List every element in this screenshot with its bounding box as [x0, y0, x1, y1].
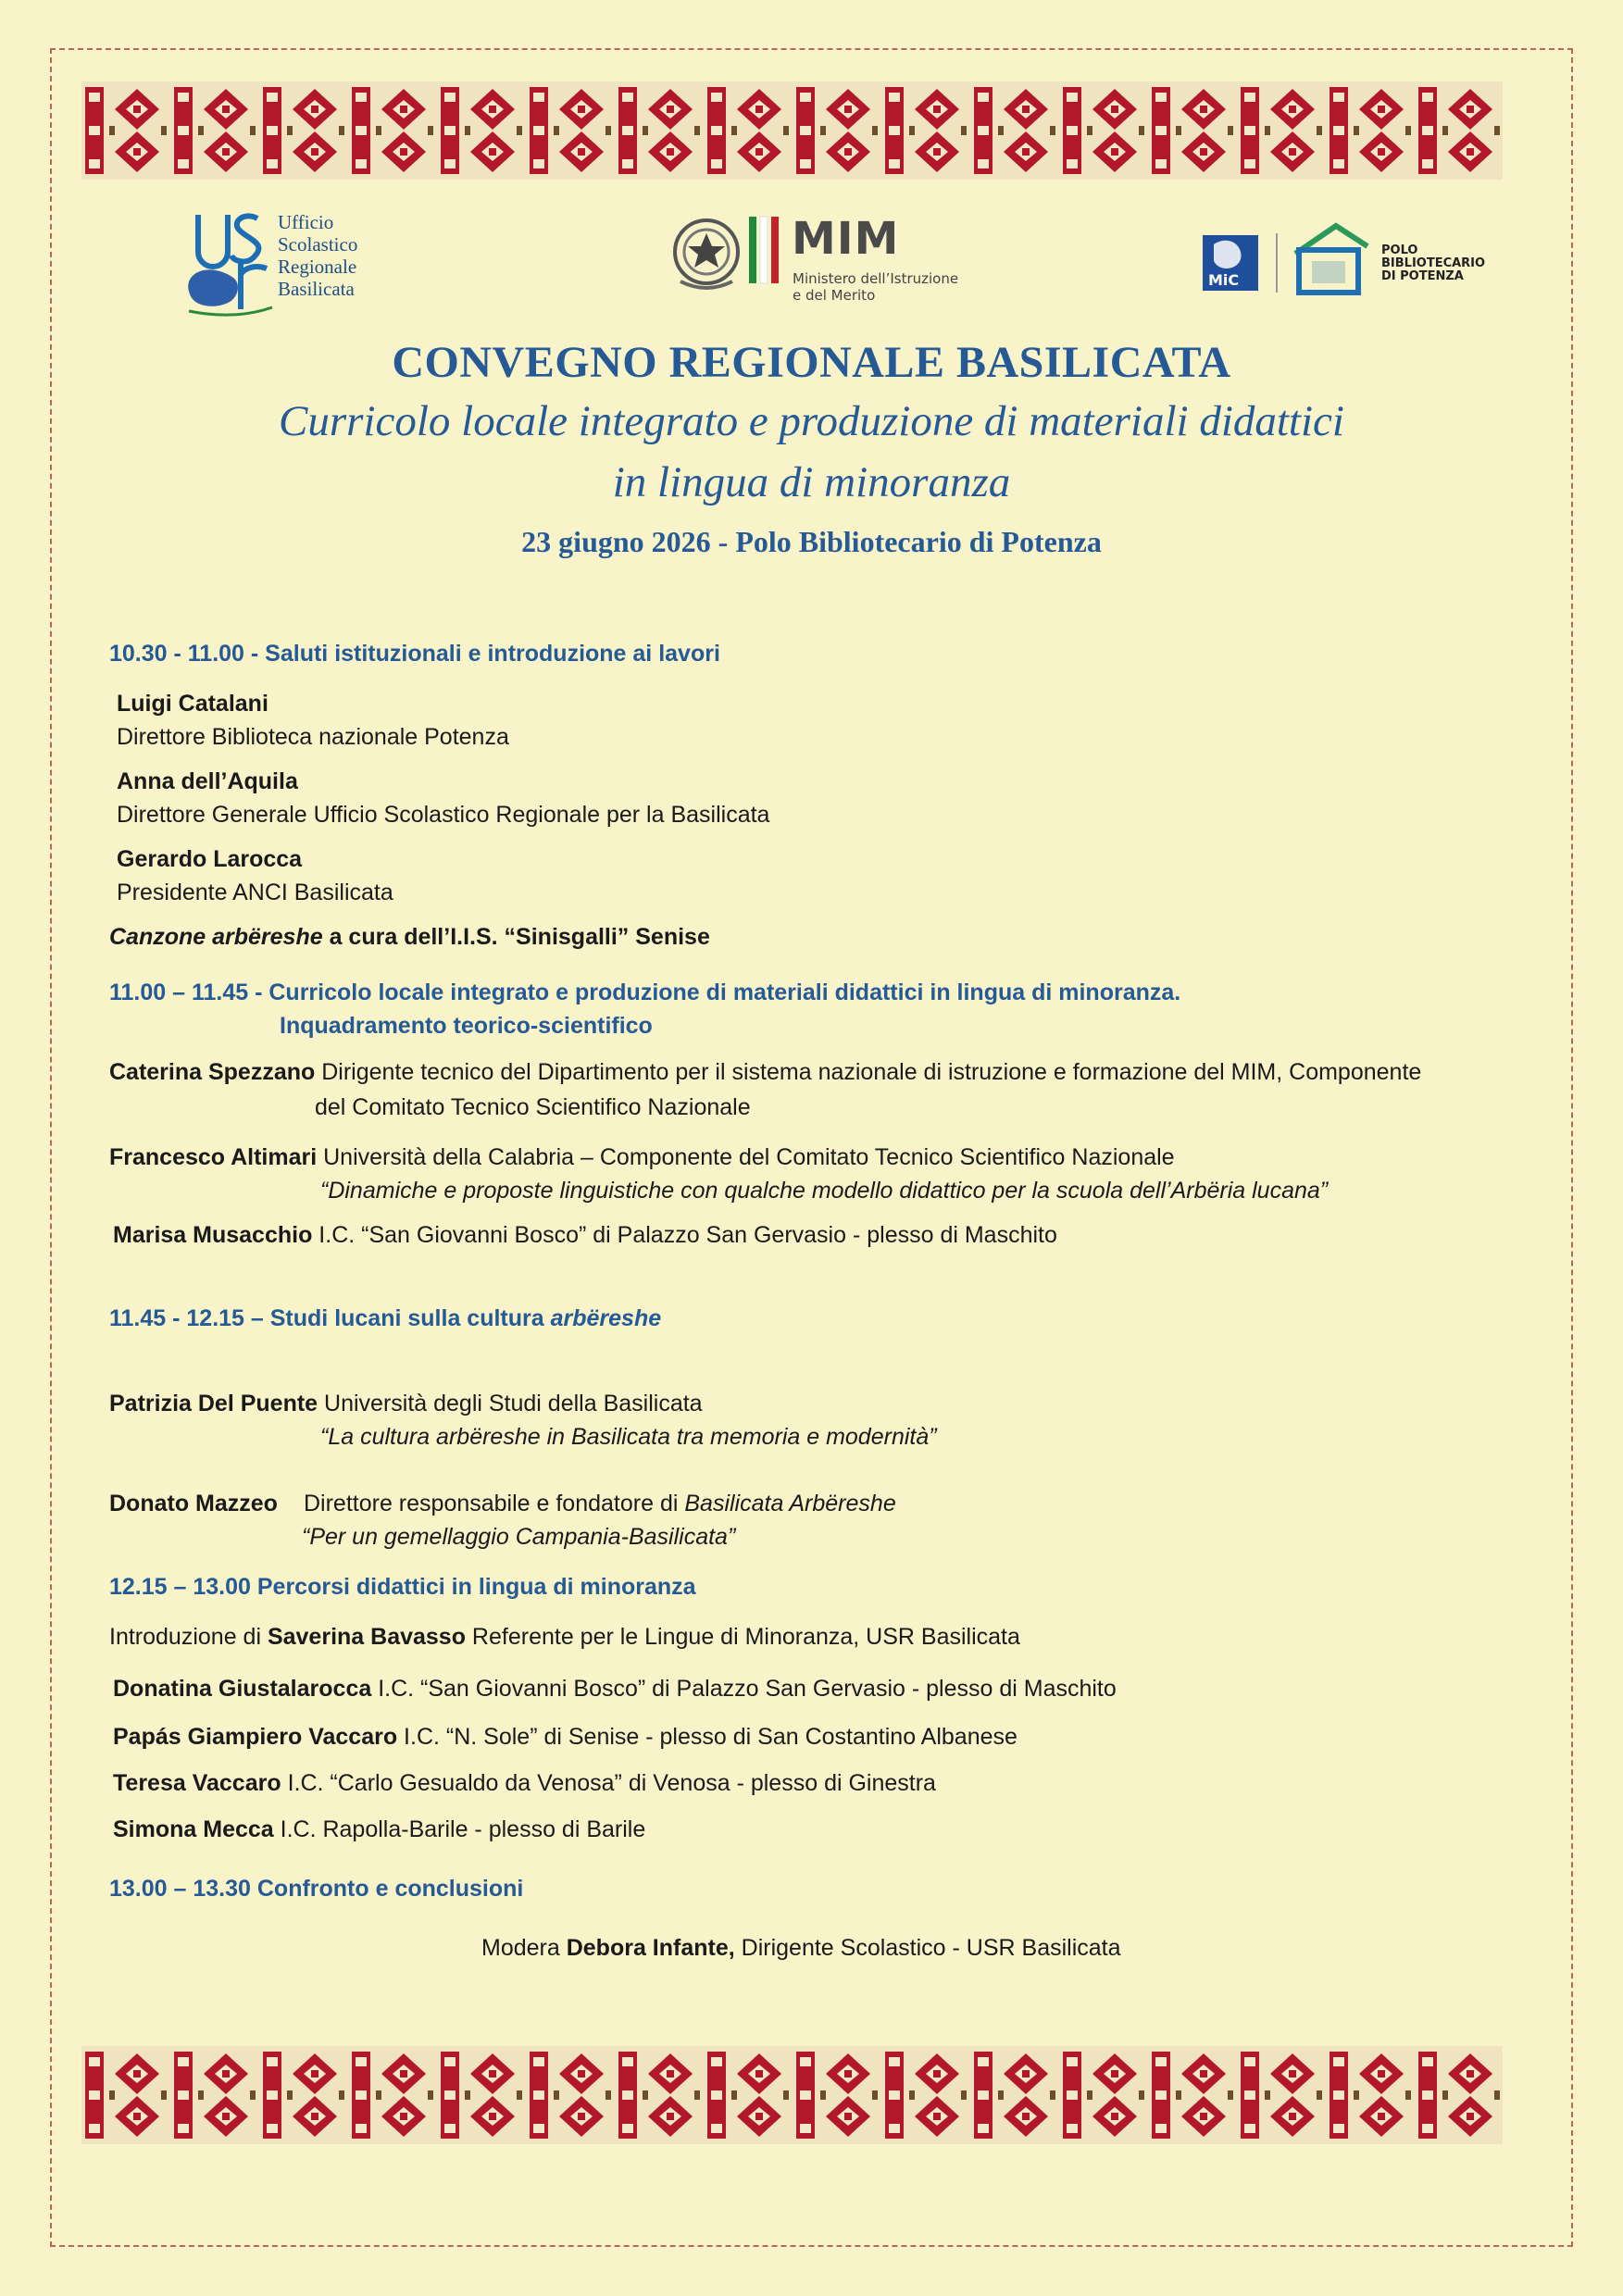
logo-row [0, 200, 1623, 330]
mim-title: MIM [792, 213, 900, 265]
s1-song-title: Canzone arbëreshe [109, 924, 323, 950]
event-subtitle-line-2: in lingua di minoranza [612, 458, 1011, 506]
s2-speaker-2 [109, 1142, 1175, 1172]
embroidery-band-top [81, 81, 1503, 180]
s5-moderator-pre: Modera [481, 1935, 567, 1961]
s2-speaker-2-role: Università della Calabria – Componente del Comitato Tecnico Scientifico Nazionale [317, 1144, 1175, 1170]
s4-speaker-3-name: Teresa Vaccaro [113, 1770, 281, 1796]
mim-logo [671, 209, 986, 311]
s2-speaker-1 [109, 1057, 1421, 1087]
s3-speaker-1-name: Patrizia Del Puente [109, 1391, 318, 1416]
s4-intro [109, 1622, 1020, 1652]
s4-speaker-2-name: Papás Giampiero Vaccaro [113, 1724, 398, 1750]
s1-speaker-3-name: Gerardo Larocca [117, 846, 303, 872]
event-date-place: 23 giugno 2026 - Polo Bibliotecario di Potenza [521, 525, 1102, 558]
polo-bibliotecario-logo [1201, 213, 1506, 306]
s1-speaker-2-role: Direttore Generale Ufficio Scolastico Regionale per la Basilicata [117, 802, 770, 828]
polo-line: BIBLIOTECARIO [1381, 256, 1486, 270]
usr-logo-text [278, 211, 357, 300]
usr-logo [185, 207, 398, 318]
s2-speaker-2-talk: “Dinamiche e proposte linguistiche con qualche modello didattico per la scuola dell’Arbëria lucana” [320, 1178, 1329, 1204]
polo-text [1381, 244, 1485, 283]
s2-speaker-2-name: Francesco Altimari [109, 1144, 318, 1170]
s3-speaker-2-talk: “Per un gemellaggio Campania-Basilicata” [302, 1524, 736, 1550]
usr-emblem [185, 207, 278, 318]
usr-line: Regionale [278, 256, 357, 278]
s1-speaker-2-name: Anna dell’Aquila [117, 768, 298, 794]
polo-line: DI POTENZA [1381, 269, 1464, 283]
s2-time: 11.00 – 11.45 - Curricolo locale integrato e produzione di materiali didattici in lingua di minoranza. [109, 980, 1181, 1005]
s1-song [109, 922, 710, 952]
s1-speaker-1-role: Direttore Biblioteca nazionale Potenza [117, 724, 509, 750]
embroidery-band-bottom [81, 2046, 1503, 2144]
s4-speaker-3 [113, 1768, 936, 1798]
s4-intro-name: Saverina Bavasso [267, 1624, 466, 1650]
s3-speaker-1-talk: “La cultura arbëreshe in Basilicata tra memoria e modernità” [320, 1424, 937, 1450]
polo-line: POLO [1381, 243, 1418, 257]
headline [0, 335, 1623, 565]
s3-speaker-1 [109, 1389, 703, 1418]
event-title: CONVEGNO REGIONALE BASILICATA [392, 338, 1231, 387]
s5-moderator-rest: Dirigente Scolastico - USR Basilicata [734, 1935, 1121, 1961]
s3-time [109, 1304, 661, 1333]
s4-speaker-4 [113, 1815, 645, 1844]
s1-song-rest: a cura dell’I.I.S. “Sinisgalli” Senise [322, 924, 710, 950]
s3-speaker-2-name: Donato Mazzeo [109, 1491, 278, 1516]
s5-moderator [481, 1933, 1121, 1963]
s5-moderator-name: Debora Infante, [566, 1935, 735, 1961]
event-subtitle-line-1: Curricolo locale integrato e produzione di materiali didattici [279, 397, 1344, 445]
s3-speaker-2-role-italic: Basilicata Arbëreshe [684, 1491, 896, 1516]
s3-time-text: 11.45 - 12.15 – Studi lucani sulla cultura [109, 1305, 551, 1331]
s2-speaker-1-role-line-2: del Comitato Tecnico Scientifico Nazionale [315, 1094, 751, 1120]
s1-speaker-1-name: Luigi Catalani [117, 691, 268, 717]
s4-speaker-3-role: I.C. “Carlo Gesualdo da Venosa” di Venosa - plesso di Ginestra [281, 1770, 936, 1796]
s1-speaker-3-role: Presidente ANCI Basilicata [117, 880, 393, 905]
s2-speaker-3-role: I.C. “San Giovanni Bosco” di Palazzo San Gervasio - plesso di Maschito [312, 1222, 1057, 1248]
mim-subtitle-line: Ministero dell’Istruzione [793, 270, 959, 287]
s4-speaker-4-role: I.C. Rapolla-Barile - plesso di Barile [273, 1816, 646, 1842]
s4-time: 12.15 – 13.00 Percorsi didattici in lingua di minoranza [109, 1574, 696, 1600]
s1-time: 10.30 - 11.00 - Saluti istituzionali e introduzione ai lavori [109, 641, 720, 667]
s4-speaker-1-role: I.C. “San Giovanni Bosco” di Palazzo San Gervasio - plesso di Maschito [371, 1676, 1117, 1702]
mim-subtitle-line: e del Merito [793, 287, 876, 304]
s3-speaker-2-role [304, 1489, 896, 1518]
usr-line: Ufficio [278, 211, 334, 233]
s4-speaker-2-role: I.C. “N. Sole” di Senise - plesso di San Costantino Albanese [397, 1724, 1017, 1750]
s3-speaker-1-role: Università degli Studi della Basilicata [318, 1391, 703, 1416]
usr-line: Basilicata [278, 278, 355, 300]
mic-label: MiC [1208, 271, 1240, 289]
s2-speaker-1-name: Caterina Spezzano [109, 1059, 316, 1085]
s4-intro-rest: Referente per le Lingue di Minoranza, USR Basilicata [465, 1624, 1020, 1650]
s4-speaker-1-name: Donatina Giustalarocca [113, 1676, 372, 1702]
s4-intro-pre: Introduzione di [109, 1624, 268, 1650]
s2-speaker-3 [113, 1220, 1057, 1250]
s4-speaker-4-name: Simona Mecca [113, 1816, 274, 1842]
italian-republic-emblem [671, 209, 787, 302]
usr-line: Scolastico [278, 233, 358, 256]
s5-time: 13.00 – 13.30 Confronto e conclusioni [109, 1876, 524, 1902]
s2-speaker-1-role: Dirigente tecnico del Dipartimento per il sistema nazionale di istruzione e formazione del MIM, Componente [315, 1059, 1422, 1085]
s4-speaker-2 [113, 1722, 1017, 1752]
s4-speaker-1 [113, 1674, 1117, 1703]
mim-subtitle [793, 270, 958, 304]
s3-time-italic: arbëreshe [550, 1305, 662, 1331]
s2-time-line-2: Inquadramento teorico-scientifico [280, 1013, 653, 1039]
s3-speaker-2-role-text: Direttore responsabile e fondatore di [304, 1491, 685, 1516]
mic-polo-emblem [1201, 213, 1377, 306]
s2-speaker-3-name: Marisa Musacchio [113, 1222, 313, 1248]
